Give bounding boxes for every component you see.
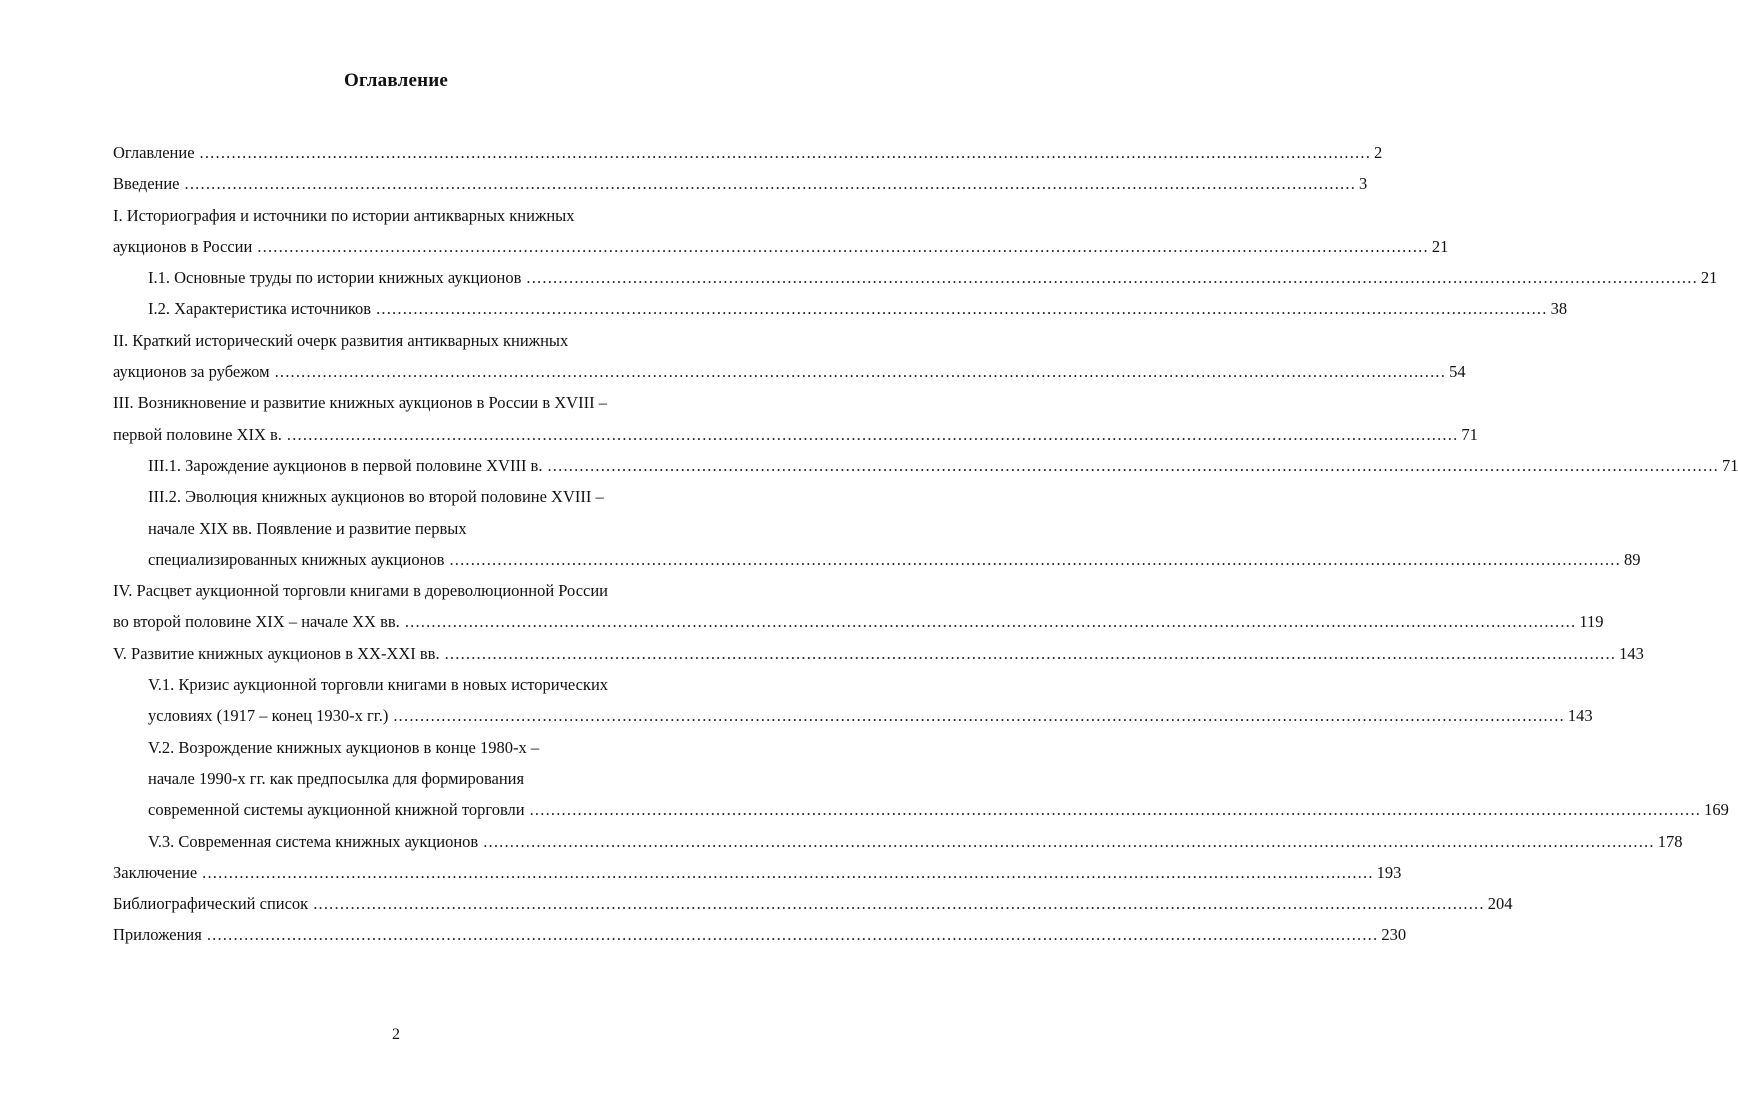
toc-entry[interactable] bbox=[113, 638, 1644, 669]
toc-leader-dots: ............................................................................................................................................................................................................................ bbox=[483, 831, 1655, 851]
toc-entry-title-line: специализированных книжных аукционов bbox=[148, 549, 445, 569]
toc-entry[interactable] bbox=[113, 168, 1368, 199]
toc-entry-title: Библиографический список bbox=[113, 894, 309, 914]
toc-entry[interactable] bbox=[113, 356, 1466, 387]
toc-entry-title-line: IV. Расцвет аукционной торговли книгами в дореволюционной России bbox=[113, 581, 609, 601]
toc-leader-dots: ............................................................................................................................................................................................................................ bbox=[449, 549, 1621, 569]
toc-subentry[interactable] bbox=[113, 544, 1641, 575]
toc-entry-title: V. Развитие книжных аукционов в XX-XXI вв. bbox=[113, 643, 440, 663]
toc-entry-title: Введение bbox=[113, 174, 180, 194]
toc-leader-dots: ............................................................................................................................................................................................................................ bbox=[393, 706, 1565, 726]
toc-leader-dots: ............................................................................................................................................................................................................................ bbox=[274, 362, 1447, 382]
toc-entry[interactable] bbox=[113, 919, 1407, 950]
page-title: Оглавление bbox=[343, 70, 449, 91]
toc-leader-dots: ............................................................................................................................................................................................................................ bbox=[206, 925, 1379, 945]
toc-entry-title-line: аукционов за рубежом bbox=[113, 362, 270, 382]
toc-leader-dots: ............................................................................................................................................................................................................................ bbox=[184, 174, 1357, 194]
toc-entry-title-line: V.2. Возрождение книжных аукционов в конце 1980-х – bbox=[148, 737, 540, 757]
toc-entry-title-line: современной системы аукционной книжной торговли bbox=[148, 800, 525, 820]
toc-entry-title-line: I. Историография и источники по истории антикварных книжных bbox=[113, 205, 575, 225]
toc-subentry[interactable] bbox=[113, 669, 757, 700]
toc-entry-page: 230 bbox=[1381, 925, 1407, 945]
toc-entry[interactable] bbox=[113, 857, 1402, 888]
toc-entry[interactable] bbox=[113, 606, 1604, 637]
toc-entry-page: 143 bbox=[1619, 643, 1644, 663]
toc-leader-dots: ............................................................................................................................................................................................................................ bbox=[257, 236, 1429, 256]
toc-leader-dots: ............................................................................................................................................................................................................................ bbox=[526, 268, 1698, 288]
toc-entry-page: 71 bbox=[1721, 455, 1738, 475]
toc-entry-page: 89 bbox=[1623, 549, 1641, 569]
toc-subentry[interactable] bbox=[113, 732, 757, 763]
page-number: 2 bbox=[392, 1026, 400, 1043]
toc-leader-dots: ............................................................................................................................................................................................................................ bbox=[547, 455, 1719, 475]
toc-subentry[interactable] bbox=[113, 293, 1568, 324]
toc-subentry[interactable] bbox=[113, 481, 757, 512]
toc-leader-dots: ............................................................................................................................................................................................................................ bbox=[404, 612, 1577, 632]
toc-entry[interactable] bbox=[113, 419, 1478, 450]
toc-entry-title-line: III.2. Эволюция книжных аукционов во второй половине XVIII – bbox=[148, 487, 604, 507]
toc-entry-title: I.2. Характеристика источников bbox=[148, 299, 372, 319]
toc-entry[interactable] bbox=[113, 387, 757, 418]
toc-entry-page: 204 bbox=[1487, 894, 1513, 914]
toc-entry[interactable] bbox=[113, 325, 757, 356]
toc-entry[interactable] bbox=[113, 200, 757, 231]
toc-subentry[interactable] bbox=[113, 262, 1718, 293]
toc-entry-title-line: V.1. Кризис аукционной торговли книгами в новых исторических bbox=[148, 675, 609, 695]
toc-entry-title: III.1. Зарождение аукционов в первой половине XVIII в. bbox=[148, 455, 543, 475]
toc-entry-page: 119 bbox=[1579, 612, 1604, 632]
toc-entry-title-line: начале XIX вв. Появление и развитие первых bbox=[148, 518, 467, 538]
toc-entry-title-line: первой половине XIX в. bbox=[113, 424, 282, 444]
toc-entry-title: Оглавление bbox=[113, 143, 195, 162]
toc-entry-page: 193 bbox=[1376, 862, 1402, 882]
toc-entry-page: 54 bbox=[1449, 362, 1466, 382]
toc-entry-page: 21 bbox=[1431, 236, 1449, 256]
toc-entry[interactable] bbox=[113, 137, 1383, 168]
toc-subentry[interactable] bbox=[113, 450, 1738, 481]
toc-entry-title-line: во второй половине XIX – начале XX вв. bbox=[113, 612, 400, 632]
toc-entry-page: 178 bbox=[1657, 831, 1683, 851]
toc-entry-page: 71 bbox=[1461, 424, 1478, 444]
toc-entry-page: 3 bbox=[1359, 174, 1368, 194]
toc-subentry[interactable] bbox=[113, 826, 1683, 857]
toc-subentry[interactable] bbox=[113, 513, 757, 544]
toc-entry[interactable] bbox=[113, 575, 757, 606]
toc-entry-title: Приложения bbox=[113, 925, 202, 945]
toc-leader-dots: ............................................................................................................................................................................................................................ bbox=[202, 862, 1374, 882]
toc-entry-title: V.3. Современная система книжных аукционов bbox=[148, 831, 479, 851]
toc-entry-title: I.1. Основные труды по истории книжных аукционов bbox=[148, 268, 522, 288]
toc-subentry[interactable] bbox=[113, 700, 1593, 731]
toc-entry-page: 38 bbox=[1550, 299, 1568, 319]
toc-entry-title: Заключение bbox=[113, 862, 198, 882]
toc-subentry[interactable] bbox=[113, 763, 757, 794]
table-of-contents bbox=[113, 137, 1738, 951]
toc-leader-dots: ............................................................................................................................................................................................................................ bbox=[376, 299, 1548, 319]
toc-entry-title-line: условиях (1917 – конец 1930-х гг.) bbox=[148, 706, 389, 726]
toc-entry-title-line: аукционов в России bbox=[113, 236, 253, 256]
toc-leader-dots: ............................................................................................................................................................................................................................ bbox=[313, 894, 1485, 914]
toc-entry-title-line: начале 1990-х гг. как предпосылка для формирования bbox=[148, 768, 525, 788]
toc-entry-page: 2 bbox=[1374, 143, 1383, 162]
toc-leader-dots: ............................................................................................................................................................................................................................ bbox=[529, 800, 1702, 820]
toc-entry-page: 169 bbox=[1704, 800, 1729, 820]
toc-leader-dots: ............................................................................................................................................................................................................................ bbox=[199, 143, 1372, 162]
toc-leader-dots: ............................................................................................................................................................................................................................ bbox=[444, 643, 1617, 663]
toc-entry[interactable] bbox=[113, 888, 1513, 919]
toc-entry[interactable] bbox=[113, 231, 1449, 262]
toc-entry-title-line: II. Краткий исторический очерк развития антикварных книжных bbox=[113, 330, 569, 350]
toc-subentry[interactable] bbox=[113, 794, 1729, 825]
toc-entry-page: 143 bbox=[1567, 706, 1593, 726]
toc-entry-title-line: III. Возникновение и развитие книжных аукционов в России в XVIII – bbox=[113, 393, 607, 413]
toc-entry-page: 21 bbox=[1700, 268, 1718, 288]
toc-leader-dots: ............................................................................................................................................................................................................................ bbox=[286, 424, 1459, 444]
